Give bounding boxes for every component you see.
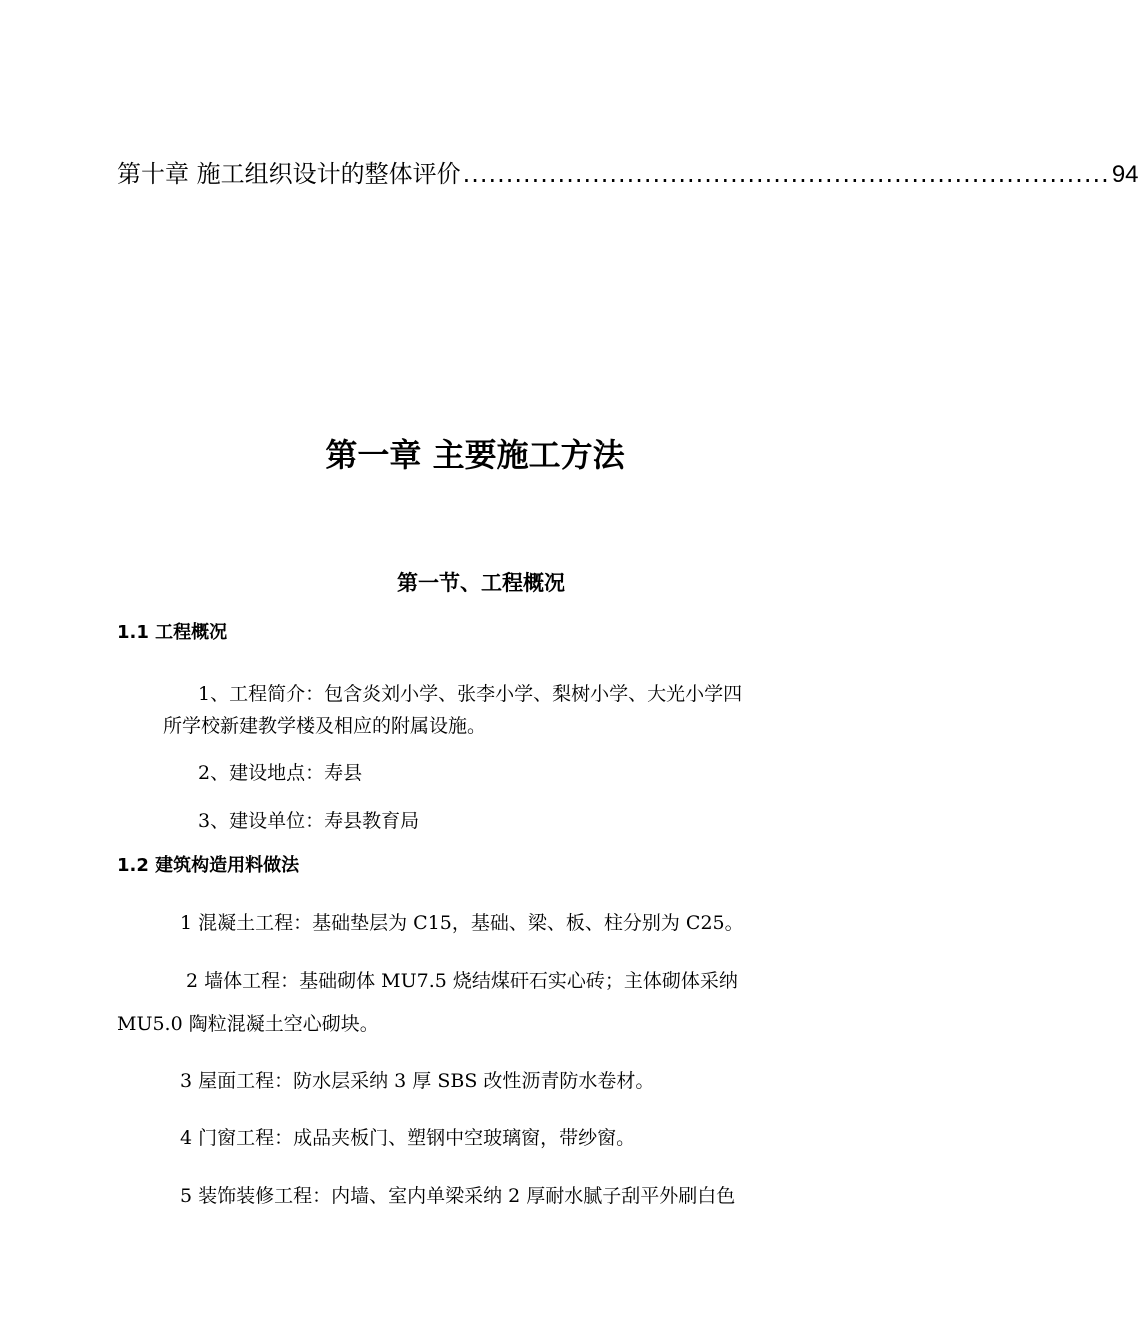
toc-entry[interactable] — [117, 154, 1139, 195]
paragraph-project-intro-line2: 所学校新建教学楼及相应的附属设施。 — [163, 715, 487, 737]
paragraph-project-intro-line1: 1、工程简介：包含炎刘小学、张李小学、梨树小学、大光小学四 — [198, 683, 743, 705]
chapter-title: 第一章 主要施工方法 — [325, 436, 625, 474]
subsection-heading-1-1: 1.1 工程概况 — [117, 622, 228, 643]
section-title: 第一节、工程概况 — [397, 571, 565, 595]
paragraph-construction-site: 2、建设地点：寿县 — [198, 762, 363, 784]
paragraph-wall-works-line2: MU5.0 陶粒混凝土空心砌块。 — [117, 1013, 379, 1035]
toc-entry-title: 第十章 施工组织设计的整体评价 — [117, 160, 461, 188]
subsection-heading-1-2: 1.2 建筑构造用料做法 — [117, 855, 300, 876]
toc-dot-leader: ........................................................................... — [462, 160, 1110, 188]
paragraph-decoration-works: 5 装饰装修工程：内墙、室内单梁采纳 2 厚耐水腻子刮平外刷白色 — [180, 1185, 736, 1207]
paragraph-concrete-works: 1 混凝土工程：基础垫层为 C15，基础、梁、板、柱分别为 C25。 — [180, 912, 744, 934]
paragraph-door-window-works: 4 门窗工程：成品夹板门、塑钢中空玻璃窗，带纱窗。 — [180, 1127, 636, 1149]
paragraph-wall-works-line1: 2 墙体工程：基础砌体 MU7.5 烧结煤矸石实心砖；主体砌体采纳 — [186, 970, 738, 992]
paragraph-construction-unit: 3、建设单位：寿县教育局 — [198, 810, 420, 832]
paragraph-roof-works: 3 屋面工程：防水层采纳 3 厚 SBS 改性沥青防水卷材。 — [180, 1070, 655, 1092]
toc-page-number: 94 — [1111, 161, 1139, 188]
